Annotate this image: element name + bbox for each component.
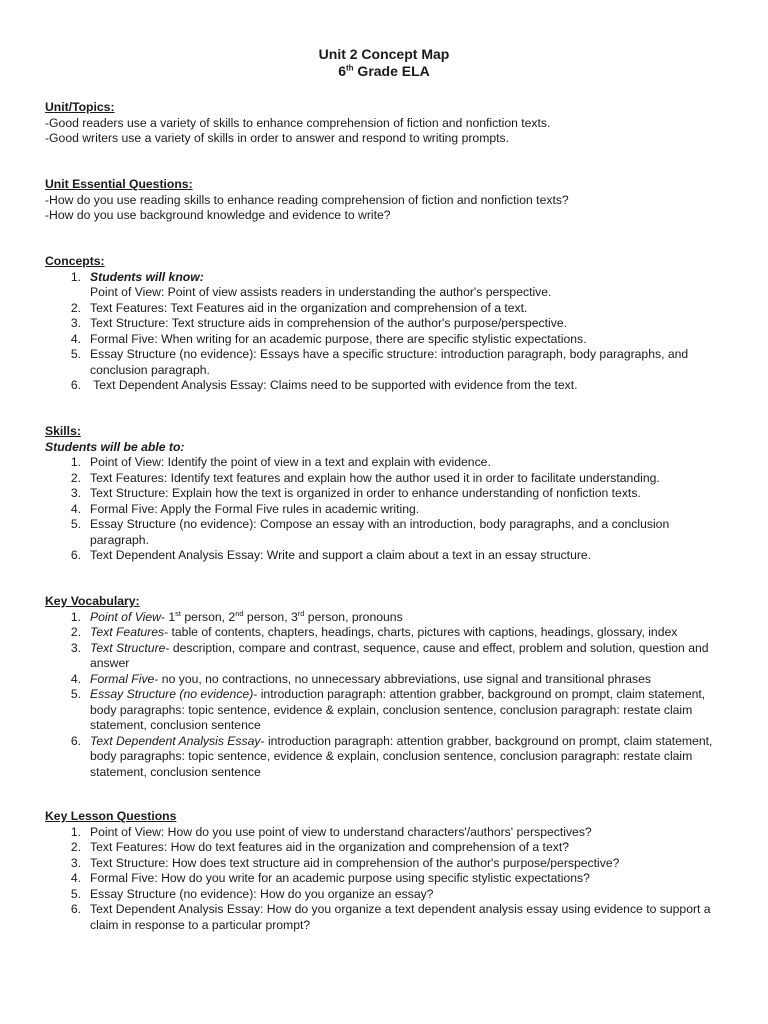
list-item-text: Text Features: Text Features aid in the organization and comprehension of a text. [90, 300, 528, 315]
list-item [45, 687, 725, 734]
list-item [45, 825, 725, 841]
list-item-text: Formal Five: When writing for an academic purpose, there are specific stylistic expectations. [90, 331, 587, 346]
list-number: 3. [70, 640, 81, 655]
list-number: 5. [70, 347, 81, 361]
list-number: 6. [70, 548, 81, 562]
vocabulary-definition: - introduction paragraph: attention grabber, background on prompt, claim statement, body paragraphs: topic sentence, evidence & explain, conclusion sentence, conclusion paragraph: restate claim statement, conclusion sentence [90, 733, 713, 779]
list-item [45, 840, 725, 856]
title-line: Unit 2 Concept Map [318, 46, 450, 62]
list-number: 6. [70, 733, 81, 748]
list-number: 1. [70, 824, 81, 839]
list-item-text: Text Structure: Text structure aids in comprehension of the author's purpose/perspective. [90, 316, 567, 330]
list-item-text: Point of View: Identify the point of view in a text and explain with evidence. [90, 455, 491, 469]
list-item [45, 471, 725, 487]
list-number: 4. [70, 501, 81, 516]
list-number: 4. [70, 331, 81, 346]
list-item [45, 641, 725, 672]
list-item [45, 332, 725, 348]
list-item [45, 517, 725, 548]
unit-topics-section [45, 100, 725, 147]
vocabulary-list [45, 610, 725, 781]
list-item-text: Text Structure: How does text structure aid in comprehension of the author's purpose/perspective? [90, 855, 620, 870]
list-item [45, 301, 725, 317]
grade-label: Grade ELA [353, 63, 430, 79]
list-number: 5. [70, 886, 81, 901]
list-number: 1. [70, 269, 81, 284]
skills-section [45, 424, 725, 564]
vocabulary-definition: - table of contents, chapters, headings, charts, pictures with captions, headings, glossary, index [164, 625, 678, 639]
list-item-text: Essay Structure (no evidence): Compose an essay with an introduction, body paragraphs, and a conclusion paragraph. [90, 517, 670, 547]
list-item [45, 455, 725, 471]
vocabulary-definition: - 1 [160, 609, 176, 624]
students-will-know-label: Students will know: [90, 269, 204, 284]
list-number: 2. [70, 300, 81, 315]
concepts-heading: Concepts: [45, 254, 105, 268]
grade-number: 6 [338, 63, 346, 79]
unit-topics-line: -Good readers use a variety of skills to enhance comprehension of fiction and nonfiction texts. [45, 115, 551, 130]
document-title [0, 46, 768, 80]
list-number: 2. [70, 625, 81, 639]
list-item-text: Text Features: How do text features aid in the organization and comprehension of a text? [90, 840, 569, 854]
list-number: 5. [70, 517, 81, 531]
vocabulary-definition: - introduction paragraph: attention grabber, background on prompt, claim statement, body paragraphs: topic sentence, evidence & explain, conclusion sentence, conclusion paragraph: restate claim statement, conclusion sentence [90, 687, 706, 732]
vocabulary-term: Formal Five [90, 671, 155, 686]
list-item-text: Formal Five: Apply the Formal Five rules in academic writing. [90, 501, 420, 516]
list-item [45, 672, 725, 688]
vocabulary-term: Text Features [90, 625, 165, 639]
essential-question-line: -How do you use reading skills to enhance reading comprehension of fiction and nonfiction texts? [45, 192, 569, 207]
list-item [45, 871, 725, 887]
key-vocabulary-section [45, 594, 725, 780]
subtitle-line [0, 63, 768, 80]
list-item [45, 856, 725, 872]
skills-subheading: Students will be able to: [45, 439, 185, 454]
list-item-text: Point of View: Point of view assists readers in understanding the author's perspective. [90, 285, 552, 299]
list-item [45, 734, 725, 781]
skills-list [45, 455, 725, 564]
list-item-text: Point of View: How do you use point of view to understand characters'/authors' perspectives? [90, 824, 592, 839]
vocabulary-definition: person, 3 [243, 609, 298, 624]
list-item [45, 270, 725, 301]
vocabulary-term: Essay Structure (no evidence) [90, 687, 254, 701]
list-item-text: Essay Structure (no evidence): Essays have a specific structure: introduction paragraph, body paragraphs, and conclusion paragraph. [90, 347, 689, 377]
ordinal-suffix: nd [235, 608, 244, 618]
essential-questions-section [45, 177, 725, 224]
list-item-text: Text Structure: Explain how the text is organized in order to enhance understanding of nonfiction texts. [90, 486, 641, 500]
list-number: 1. [70, 609, 81, 624]
vocabulary-term: Point of View [90, 609, 161, 624]
list-number: 3. [70, 486, 81, 500]
list-item [45, 887, 725, 903]
vocabulary-definition: - description, compare and contrast, sequence, cause and effect, problem and solution, question and answer [90, 640, 709, 670]
list-number: 4. [70, 871, 81, 885]
list-item [45, 378, 725, 394]
list-item-text: Text Dependent Analysis Essay: How do you organize a text dependent analysis essay using evidence to support a claim in response to a particular prompt? [90, 902, 711, 932]
essential-question-line: -How do you use background knowledge and evidence to write? [45, 208, 391, 222]
list-item [45, 610, 725, 626]
list-number: 5. [70, 687, 81, 701]
key-vocabulary-heading: Key Vocabulary: [45, 594, 140, 608]
concepts-section [45, 254, 725, 394]
list-number: 6. [70, 378, 81, 392]
list-number: 2. [70, 840, 81, 854]
vocabulary-definition: - no you, no contractions, no unnecessary abbreviations, use signal and transitional phrases [154, 671, 651, 686]
list-item-text: Text Features: Identify text features and explain how the author used it in order to facilitate understanding. [90, 470, 660, 485]
list-number: 4. [70, 671, 81, 686]
list-item [45, 486, 725, 502]
list-item [45, 316, 725, 332]
list-number: 1. [70, 455, 81, 469]
unit-topics-heading: Unit/Topics: [45, 100, 115, 114]
essential-questions-heading: Unit Essential Questions: [45, 177, 193, 191]
list-item [45, 347, 725, 378]
list-item [45, 548, 725, 564]
list-item-text: Text Dependent Analysis Essay: Write and support a claim about a text in an essay structure. [90, 548, 592, 562]
key-lesson-questions-section [45, 809, 725, 933]
unit-topics-line: -Good writers use a variety of skills in order to answer and respond to writing prompts. [45, 131, 509, 145]
list-number: 2. [70, 470, 81, 485]
list-number: 6. [70, 902, 81, 916]
skills-heading: Skills: [45, 424, 81, 438]
list-item [45, 502, 725, 518]
vocabulary-term: Text Structure [90, 640, 166, 655]
list-item-text: Text Dependent Analysis Essay: Claims need to be supported with evidence from the text. [90, 378, 578, 392]
list-item-text: Essay Structure (no evidence): How do you organize an essay? [90, 886, 434, 901]
ordinal-suffix: st [175, 608, 181, 618]
list-item [45, 902, 725, 933]
vocabulary-definition: person, pronouns [304, 609, 403, 624]
lesson-questions-list [45, 825, 725, 934]
vocabulary-term: Text Dependent Analysis Essay [90, 733, 261, 748]
list-item-text: Formal Five: How do you write for an academic purpose using specific stylistic expectations? [90, 871, 590, 885]
key-lesson-questions-heading: Key Lesson Questions [45, 809, 177, 823]
vocabulary-definition: person, 2 [181, 609, 236, 624]
concepts-list [45, 270, 725, 394]
ordinal-suffix: rd [297, 608, 305, 618]
list-number: 3. [70, 316, 81, 330]
grade-superscript: th [345, 63, 354, 73]
list-item [45, 625, 725, 641]
list-number: 3. [70, 855, 81, 870]
